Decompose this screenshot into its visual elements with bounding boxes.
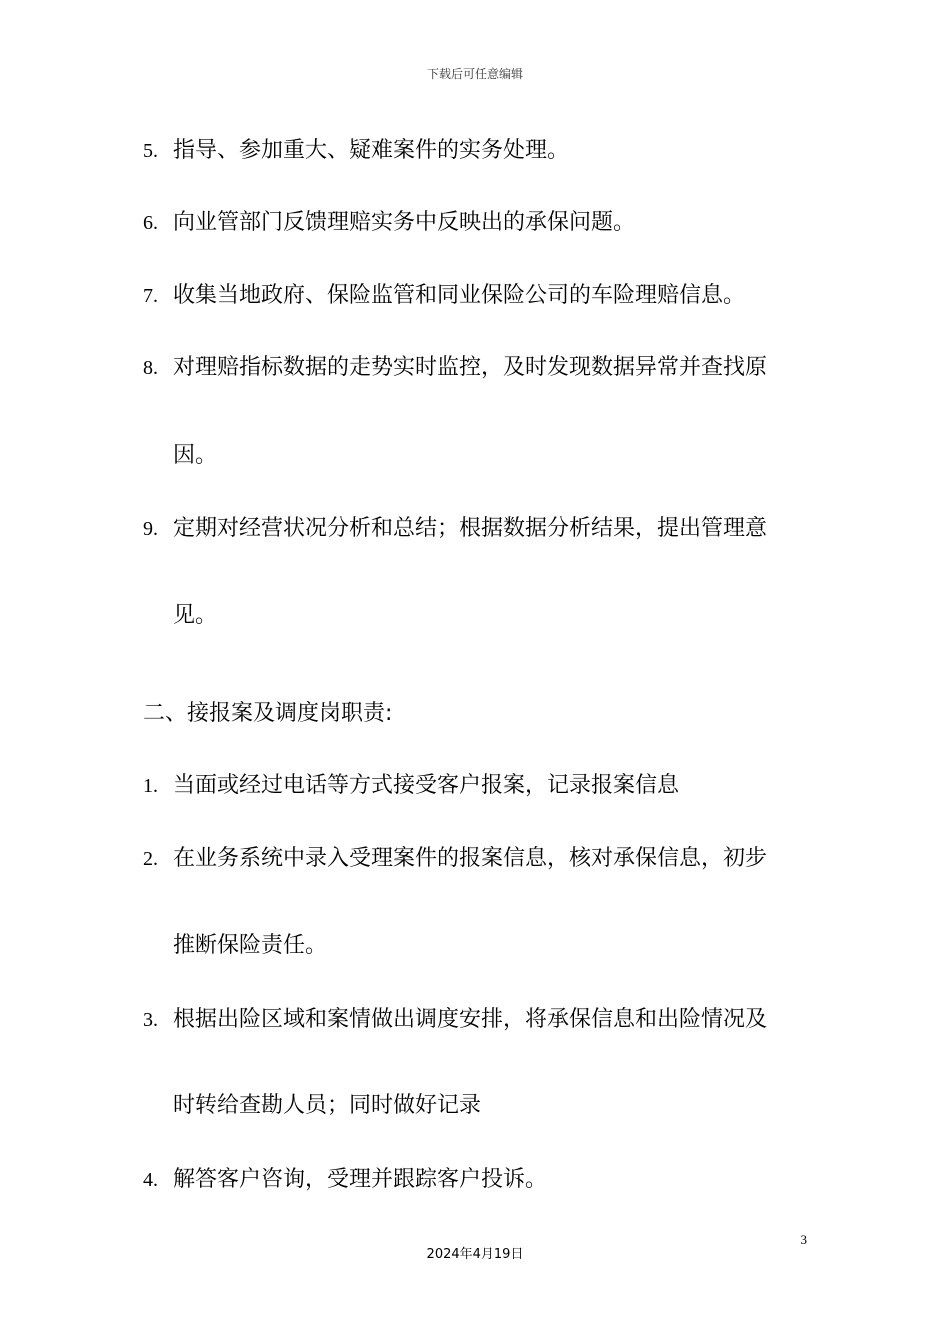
list-number: 8. [143,357,158,379]
list-number: 7. [143,285,158,307]
list-text: 收集当地政府、保险监管和同业保险公司的车险理赔信息。 [173,283,746,308]
list-text: 根据出险区域和案情做出调度安排，将承保信息和出险情况及 [173,1007,768,1032]
list-text: 定期对经营状况分析和总结；根据数据分析结果，提出管理意 [173,516,768,541]
page-header: 下载后可任意编辑 [426,67,523,81]
page-number: 3 [800,1232,807,1247]
list-number: 9. [143,518,158,540]
list-item-8-continuation: 因。 [173,443,218,468]
list-text: 解答客户咨询，受理并跟踪客户投诉。 [173,1167,548,1192]
list-text: 对理赔指标数据的走势实时监控，及时发现数据异常并查找原 [173,355,768,380]
list-item-9-continuation: 见。 [173,603,218,628]
list-number: 1. [143,775,158,797]
list-item-3-continuation: 时转给查勘人员；同时做好记录 [173,1093,482,1118]
list-number: 5. [143,140,158,162]
list-text: 当面或经过电话等方式接受客户报案，记录报案信息 [173,773,680,798]
list-number: 3. [143,1009,158,1031]
section-colon: : [385,701,393,726]
section-heading [143,699,392,729]
list-number: 4. [143,1169,158,1191]
list-text: 指导、参加重大、疑难案件的实务处理。 [173,138,570,163]
list-item-2-continuation: 推断保险责任。 [173,933,328,958]
list-number: 2. [143,848,158,870]
list-text: 在业务系统中录入受理案件的报案信息，核对承保信息，初步 [173,846,768,871]
list-number: 6. [143,212,158,234]
section-title: 二、接报案及调度岗职责 [143,701,386,726]
page-footer-date: 2024年4月19日 [426,1247,524,1262]
list-text: 向业管部门反馈理赔实务中反映出的承保问题。 [173,210,636,235]
